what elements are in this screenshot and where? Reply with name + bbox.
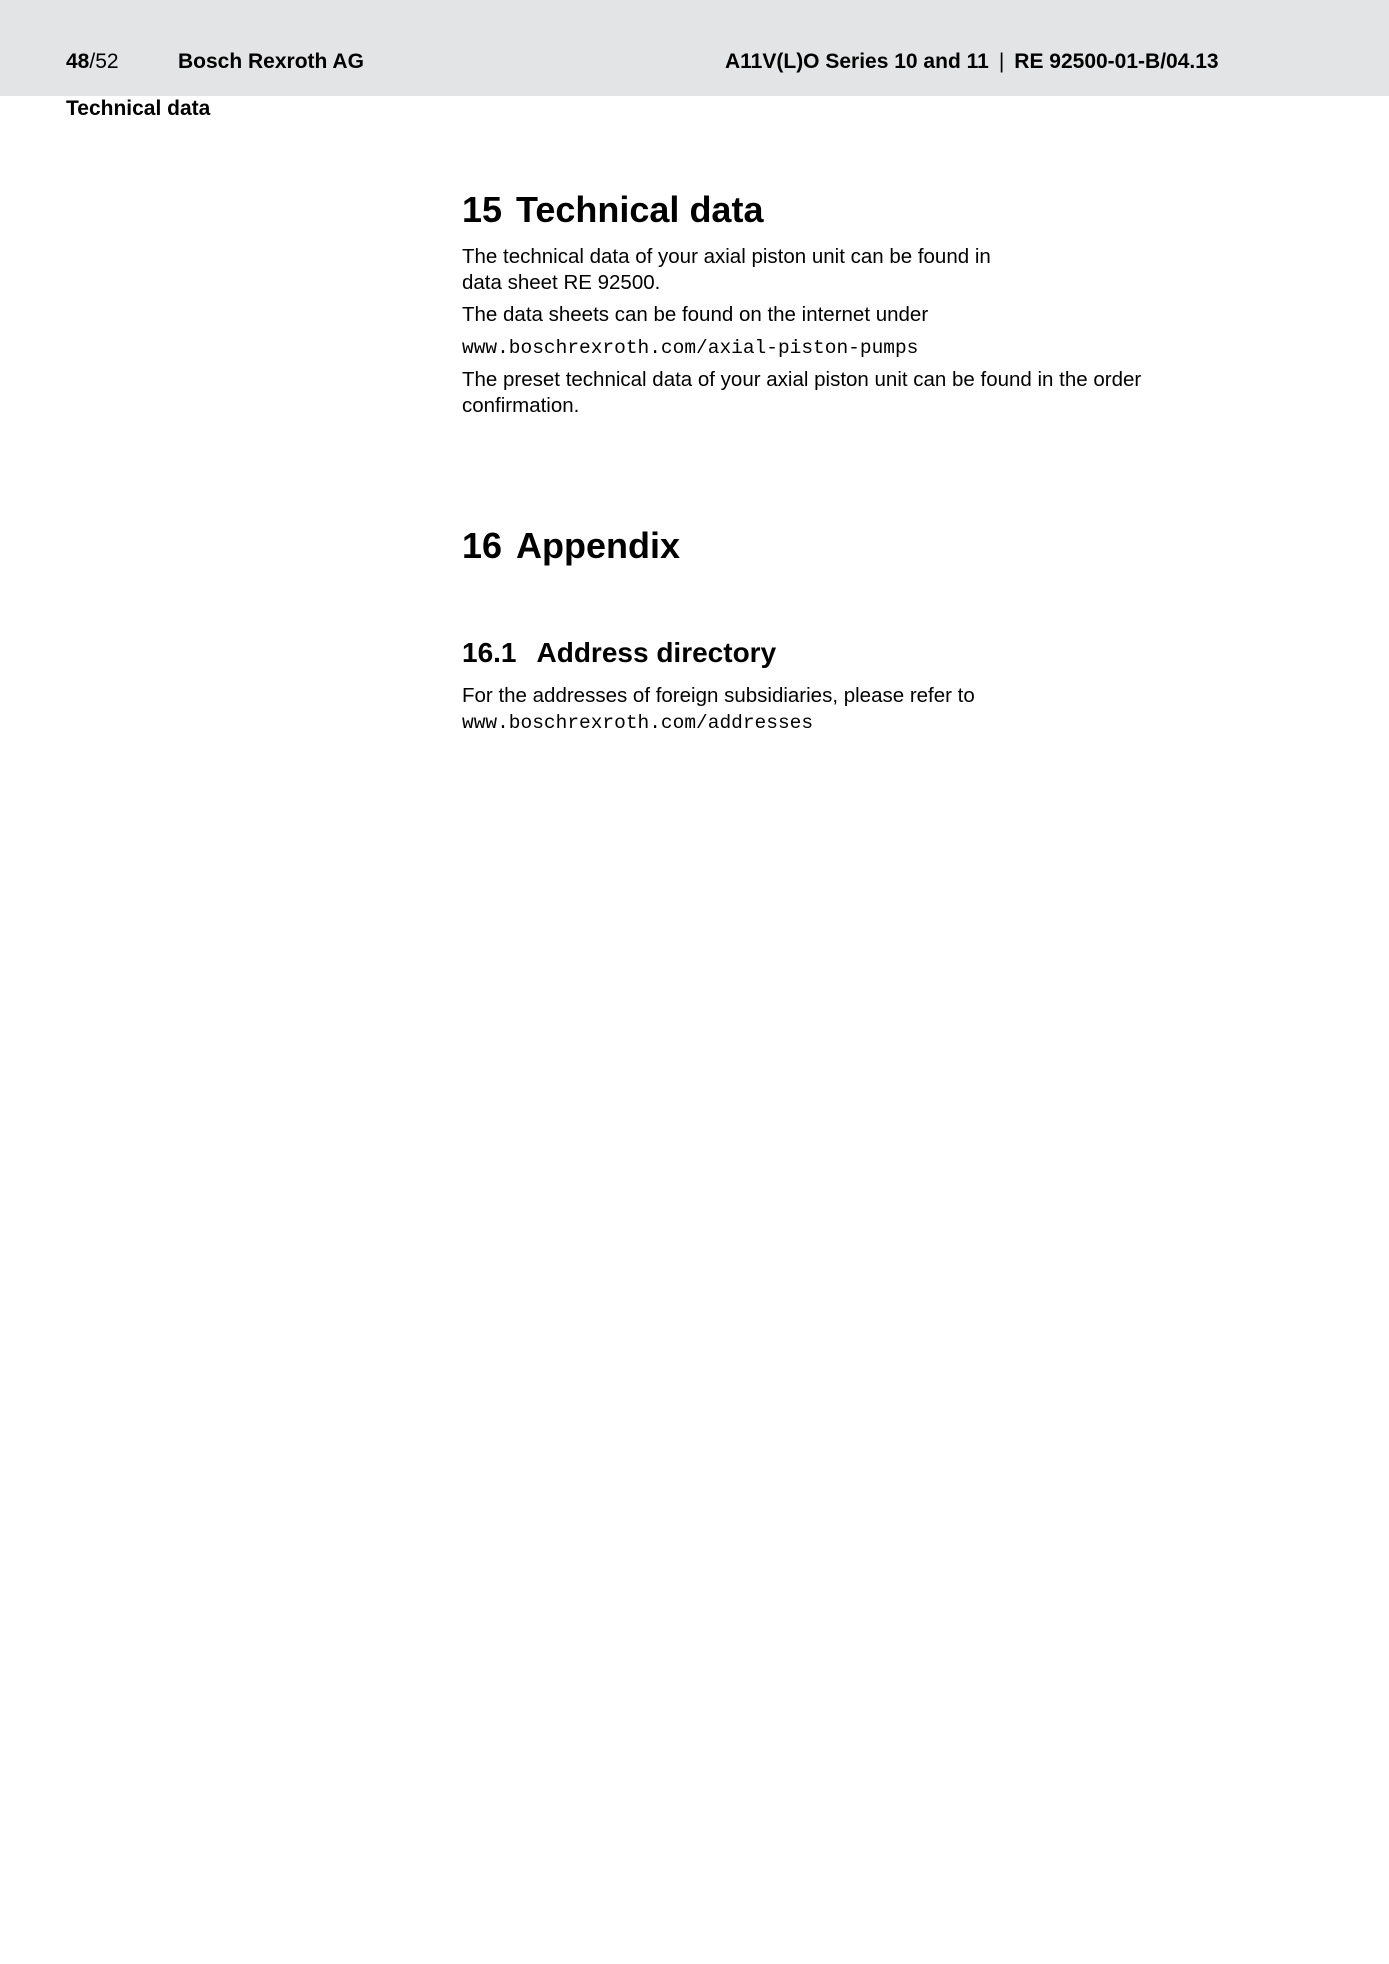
chapter-15-paragraph-3 [462,367,1242,419]
chapter-16-heading [462,524,680,568]
document-code: RE 92500-01-B/04.13 [1014,50,1219,73]
paragraph-3-line-2: confirmation. [462,394,580,417]
running-section-label: Technical data [66,97,211,120]
axial-piston-pumps-url: www.boschrexroth.com/axial-piston-pumps [462,337,919,359]
paragraph-1-line-2: data sheet RE 92500. [462,271,661,294]
company-name: Bosch Rexroth AG [178,50,364,73]
paragraph-1-line-1: The technical data of your axial piston unit can be found in [462,245,991,268]
product-name: A11V(L)O Series 10 and 11 [725,50,989,73]
addresses-url: www.boschrexroth.com/addresses [462,712,814,734]
chapter-15-paragraph-2: The data sheets can be found on the internet under [462,303,929,326]
page-number [66,50,119,74]
chapter-16-title: Appendix [516,525,681,566]
header-separator: | [998,50,1005,73]
paragraph-3-line-1: The preset technical data of your axial piston unit can be found in the order [462,368,1142,391]
page-header [0,0,1389,96]
page-number-total: /52 [89,50,119,73]
page-number-current: 48 [66,50,90,73]
document-identifier [725,50,1219,74]
section-16-1-text: For the addresses of foreign subsidiaries, please refer to [462,684,975,707]
section-16-1-title: Address directory [536,637,777,668]
chapter-15-heading [462,188,763,232]
section-16-1-heading [462,636,776,670]
chapter-15-paragraph-1 [462,244,1242,296]
chapter-15-number: 15 [462,189,503,230]
chapter-16-number: 16 [462,525,503,566]
chapter-15-title: Technical data [516,189,764,230]
section-16-1-number: 16.1 [462,637,517,668]
